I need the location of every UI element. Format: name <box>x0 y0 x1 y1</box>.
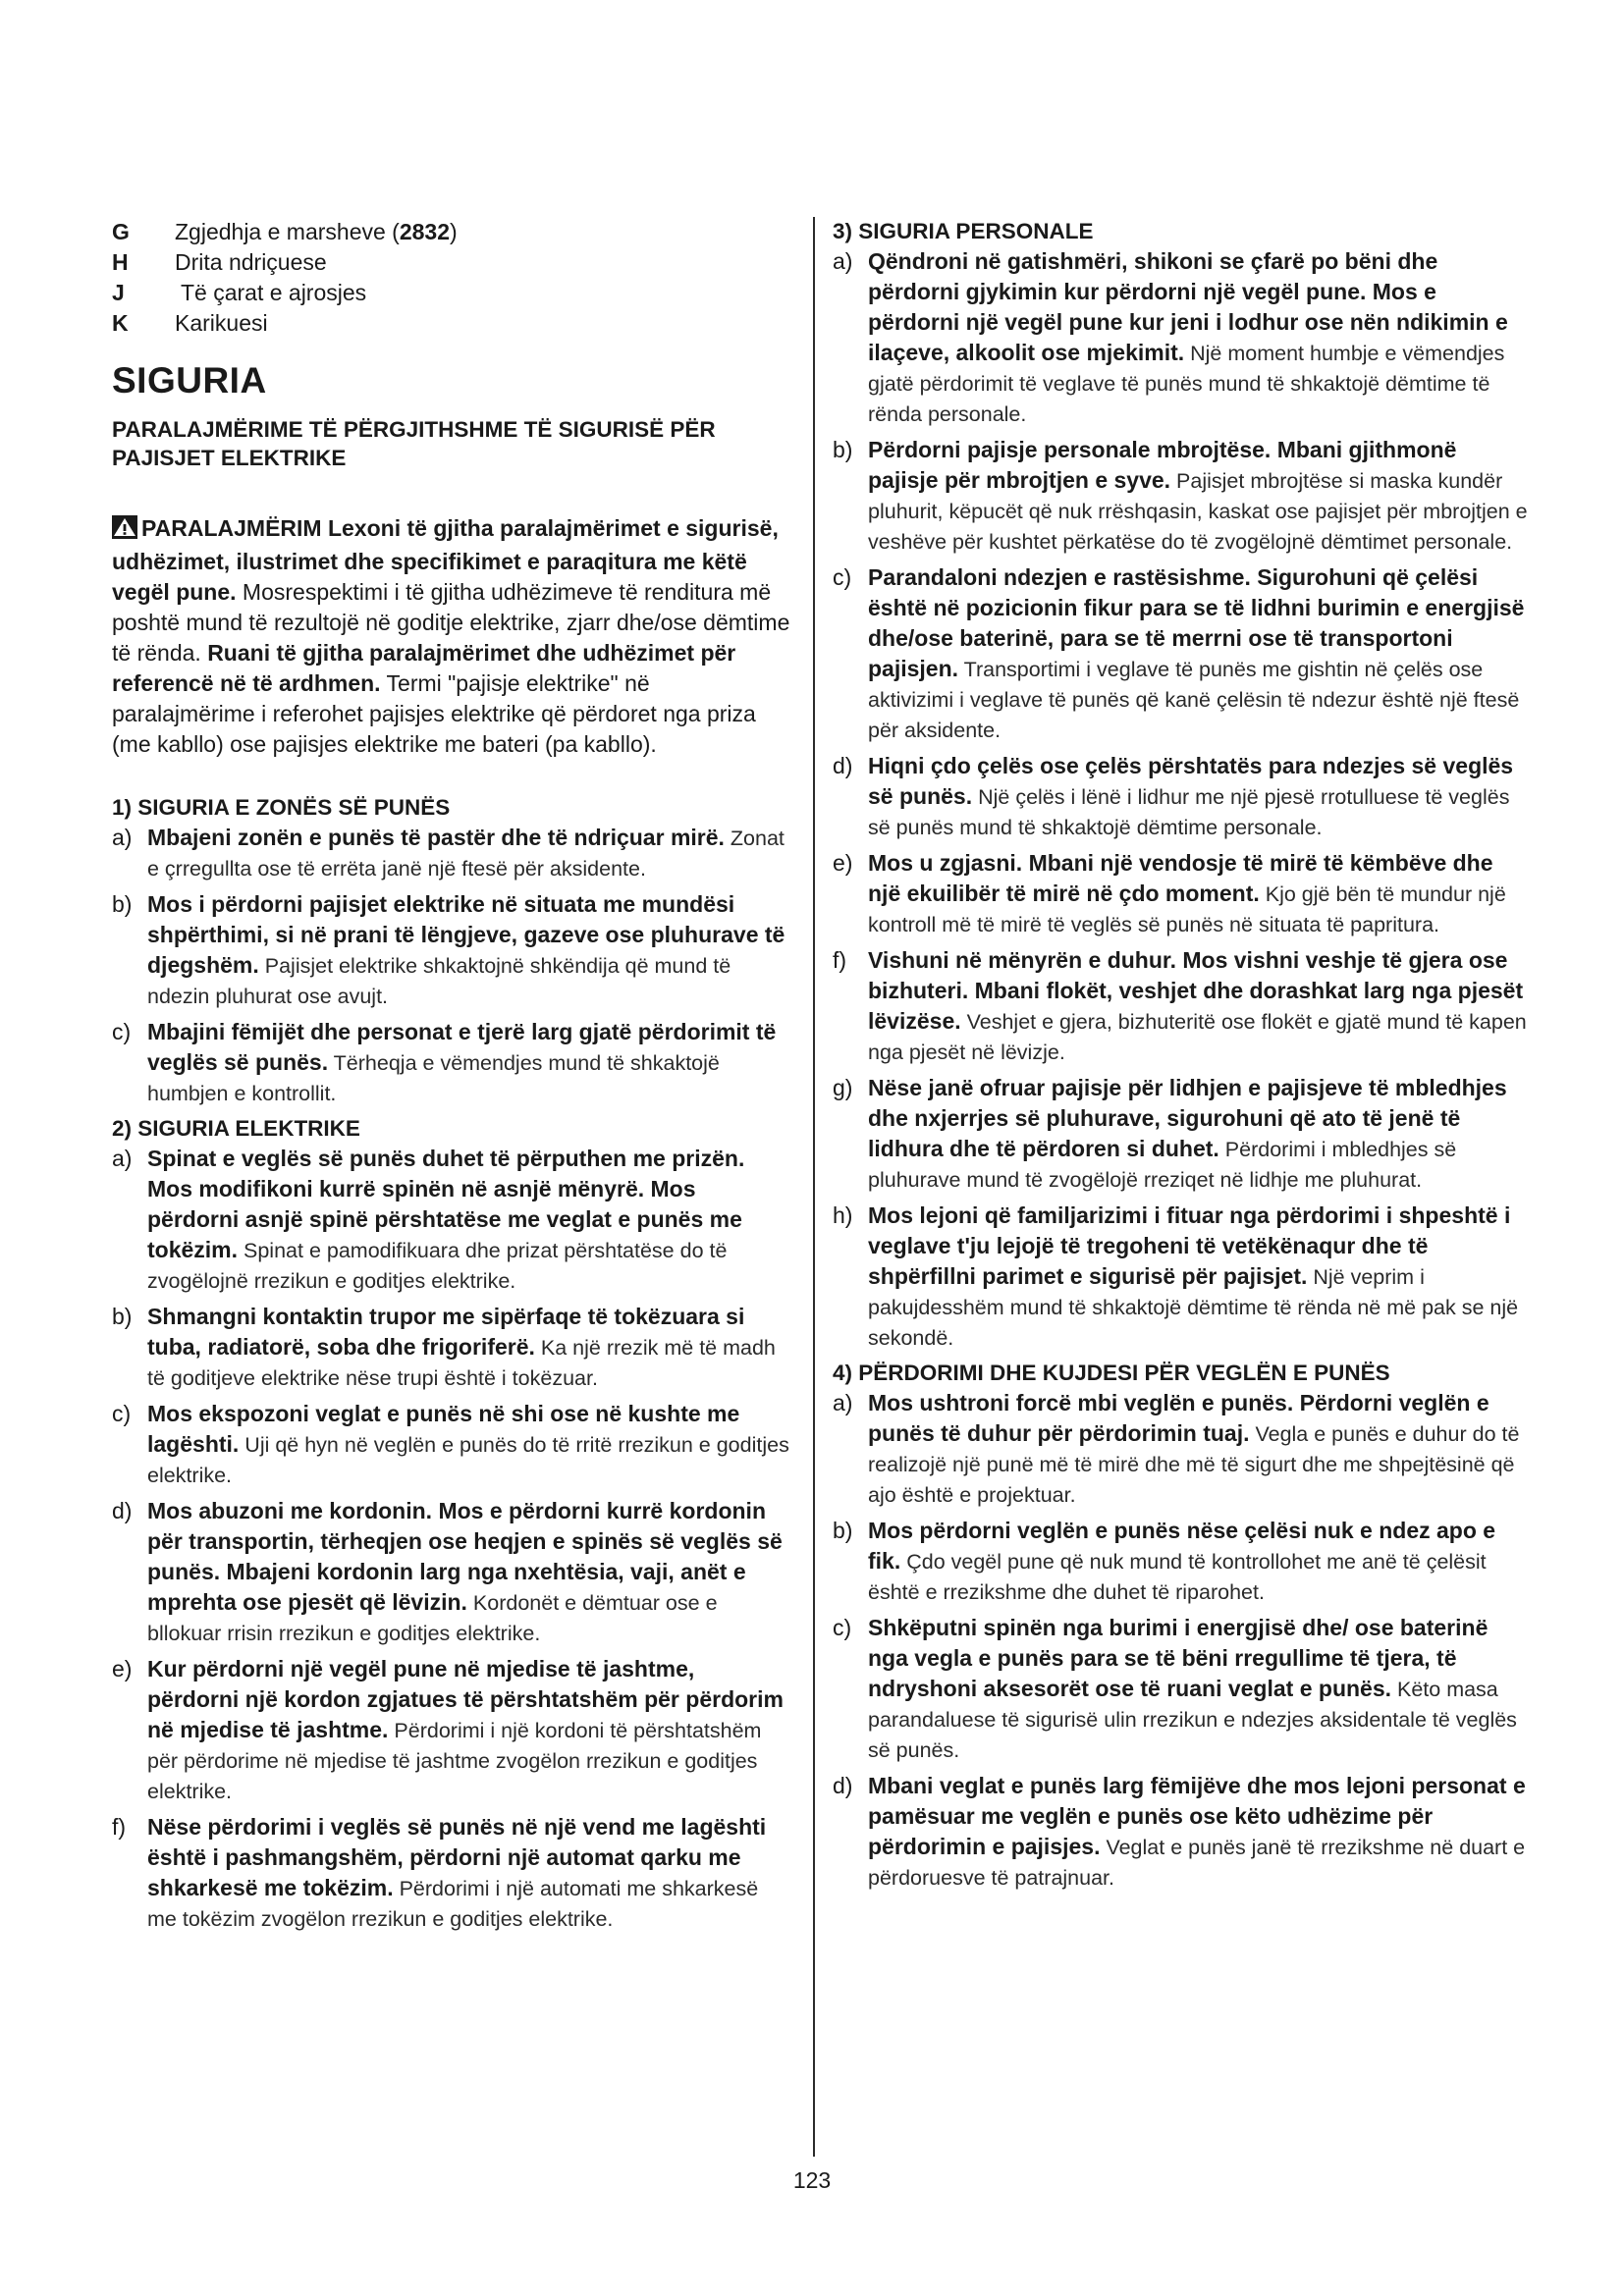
list-item: f) Nëse përdorimi i veglës së punës në një vend me lagështi është i pashmangshëm, përdorni një automat qarku me shkarkesë me tokëzim. Përdorimi i një automati me shkarkesë me tokëzim zvogëlon rrezikun e goditjes elektrike. <box>112 1814 767 1931</box>
legend-row <box>112 278 791 308</box>
legend-row <box>112 308 791 339</box>
list-item: e) Kur përdorni një vegël pune në mjedise të jashtme, përdorni një kordon zgjatues të përshtatshëm për përdorim në mjedise të jashtme. Përdorimi i një kordoni të përshtatshëm për përdorime në mjedise të jashtme zvogëlon rrezikun e goditjes elektrike. <box>112 1656 784 1803</box>
page-number: 123 <box>792 2167 832 2193</box>
left-column <box>112 217 791 1940</box>
section-title-tool-use: 4) PËRDORIMI DHE KUJDESI PËR VEGLËN E PUNËS <box>833 1361 1390 1385</box>
legend-value: Të çarat e ajrosjes <box>175 280 367 305</box>
list-item: a) Mbajeni zonën e punës të pastër dhe të ndriçuar mirë. Zonat e çrregullta ose të errëta janë një ftesë për aksidente. <box>112 825 785 881</box>
list-item: c) Mbajini fëmijët dhe personat e tjerë larg gjatë përdorimit të veglës së punës. Tërheqja e vëmendjes mund të shkaktojë humbjen e kontrollit. <box>112 1019 777 1105</box>
page-title: SIGURIA <box>112 360 267 400</box>
list-item: b) Shmangni kontaktin trupor me sipërfaqe të tokëzuara si tuba, radiatorë, soba dhe frigoriferë. Ka një rrezik më të madh të goditjeve elektrike nëse trupi është i tokëzuar. <box>112 1304 776 1390</box>
list-item: f) Vishuni në mënyrën e duhur. Mos vishni veshje të gjera ose bizhuteri. Mbani flokët, veshjet dhe dorashkat larg nga pjesët lëvizëse. Veshjet e gjera, bizhuteritë ose flokët e gjatë mund të kapen nga pjesët në lëvizje. <box>833 947 1527 1064</box>
list-item: c) Parandaloni ndezjen e rastësishme. Sigurohuni që çelësi është në pozicionin fikur para se të lidhni burimin e energjisë dhe/ose baterinë, para se të merrni ose të transportoni pajisjen. Transportimi i veglave të punës me gishtin në çelës ose aktivizimi i veglave të punës që kanë çelësin të ndezur është një ftesë për aksidente. <box>833 564 1525 742</box>
section-title-personal: 3) SIGURIA PERSONALE <box>833 219 1094 243</box>
legend-row <box>112 217 791 247</box>
right-column <box>833 217 1530 1898</box>
warning-text-2: Termi "pajisje elektrike" në paralajmërime i referohet pajisjes elektrike që përdoret nga priza (me kabllo) ose pajisjes elektrike me bateri (pa kabllo). <box>112 670 756 757</box>
legend-key: H <box>112 249 129 275</box>
legend-value: Zgjedhja e marsheve (2832) <box>175 219 458 244</box>
list-item: a) Qëndroni në gatishmëri, shikoni se çfarë po bëni dhe përdorni gjykimin kur përdorni një vegël pune. Mos e përdorni një vegël pune kur jeni i lodhur ose nën ndikimin e ilaçeve, alkoolit ose mjekimit. Një moment humbje e vëmendjes gjatë përdorimit të veglave të punës mund të shkaktojë dëmtime të rënda personale. <box>833 248 1508 426</box>
general-warning <box>112 513 791 760</box>
legend-value: Drita ndriçuese <box>175 249 327 275</box>
section-title-work-area: 1) SIGURIA E ZONËS SË PUNËS <box>112 795 451 820</box>
section-title-electrical: 2) SIGURIA ELEKTRIKE <box>112 1116 360 1141</box>
section-subheading: PARALAJMËRIME TË PËRGJITHSHME TË SIGURISË PËR PAJISJET ELEKTRIKE <box>112 417 716 470</box>
list-item: a) Spinat e veglës së punës duhet të përputhen me prizën. Mos modifikoni kurrë spinën në asnjë mënyrë. Mos përdorni asnjë spinë përshtatëse me veglat e punës me tokëzim. Spinat e pamodifikuara dhe prizat përshtatëse do të zvogëlojnë rrezikun e goditjes elektrike. <box>112 1146 745 1293</box>
legend-key: G <box>112 219 130 244</box>
warning-triangle-icon <box>112 515 137 547</box>
warning-bold-1: Lexoni të gjitha paralajmërimet e sigurisë, udhëzimet, ilustrimet dhe specifikimet e paraqitura me këtë vegël pune. <box>112 515 779 605</box>
column-divider <box>813 217 815 2157</box>
legend-key: K <box>112 310 129 336</box>
legend-value: Karikuesi <box>175 310 268 336</box>
legend-key: J <box>112 280 125 305</box>
list-item: d) Hiqni çdo çelës ose çelës përshtatës para ndezjes së veglës së punës. Një çelës i lënë i lidhur me një pjesë rrotulluese të veglës së punës mund të shkaktojë dëmtime personale. <box>833 753 1514 839</box>
list-item: g) Nëse janë ofruar pajisje për lidhjen e pajisjeve të mbledhjes dhe nxjerrjes së pluhurave, sigurohuni që ato të jenë të lidhura dhe të përdoren si duhet. Përdorimi i mbledhjes së pluhurave mund të zvogëlojë rreziqet në lidhje me pluhurat. <box>833 1075 1507 1192</box>
list-item: b) Përdorni pajisje personale mbrojtëse. Mbani gjithmonë pajisje për mbrojtjen e syve. Pajisjet mbrojtëse si maska kundër pluhurit, këpucët që nuk rrëshqasin, kaskat ose pajisjet për mbrojtjen e veshëve për kushtet përkatëse do të zvogëlojnë dëmtimet personale. <box>833 437 1528 554</box>
list-item: c) Mos ekspozoni veglat e punës në shi ose në kushte me lagështi. Uji që hyn në veglën e punës do të rritë rrezikun e goditjes elektrike. <box>112 1401 789 1487</box>
list-item: b) Mos përdorni veglën e punës nëse çelësi nuk e ndez apo e fik. Çdo vegël pune që nuk mund të kontrollohet me anë të çelësit është e rrezikshme dhe duhet të riparohet. <box>833 1518 1496 1604</box>
list-item: b) Mos i përdorni pajisjet elektrike në situata me mundësi shpërthimi, si në prani të lëngjeve, gazeve ose pluhurave të djegshëm. Pajisjet elektrike shkaktojnë shkëndija që mund të ndezin pluhurat ose avujt. <box>112 891 785 1008</box>
list-item: h) Mos lejoni që familjarizimi i fituar nga përdorimi i shpeshtë i veglave t'ju lejojë të tregoheni të vetëkënaqur dhe të shpërfillni parimet e sigurisë për pajisjet. Një veprim i pakujdesshëm mund të shkaktojë dëmtime të rënda në më pak se një sekondë. <box>833 1202 1519 1350</box>
parts-legend <box>112 217 791 339</box>
list-item: d) Mbani veglat e punës larg fëmijëve dhe mos lejoni personat e pamësuar me veglën e punës ose këto udhëzime për përdorimin e pajisjes. Veglat e punës janë të rrezikshme në duart e përdoruesve të patrajnuar. <box>833 1773 1526 1890</box>
list-item: e) Mos u zgjasni. Mbani një vendosje të mirë të këmbëve dhe një ekuilibër të mirë në çdo moment. Kjo gjë bën të mundur një kontroll më të mirë të veglës së punës në situata të papritura. <box>833 850 1506 936</box>
warning-text-1: Mosrespektimi i të gjitha udhëzimeve të renditura më poshtë mund të rezultojë në goditje elektrike, zjarr dhe/ose dëmtime të rënda. <box>112 579 790 666</box>
legend-row <box>112 247 791 278</box>
list-item: a) Mos ushtroni forcë mbi veglën e punës. Përdorni veglën e punës të duhur për përdorimin tuaj. Vegla e punës e duhur do të realizojë një punë më të mirë dhe më të sigurt dhe me shpejtësinë që ajo është e projektuar. <box>833 1390 1520 1507</box>
warning-bold-2: Ruani të gjitha paralajmërimet dhe udhëzimet për referencë në të ardhmen. <box>112 640 736 696</box>
list-item: c) Shkëputni spinën nga burimi i energjisë dhe/ ose baterinë nga vegla e punës para se të bëni rregullime të tjera, të ndryshoni aksesorët ose të ruani veglat e punës. Këto masa parandaluese të sigurisë ulin rrezikun e ndezjes aksidentale të veglës së punës. <box>833 1615 1517 1762</box>
warning-label: PARALAJMËRIM <box>141 515 322 541</box>
list-item: d) Mos abuzoni me kordonin. Mos e përdorni kurrë kordonin për transportin, tërheqjen ose heqjen e spinës së veglës së punës. Mbajeni kordonin larg nga nxehtësia, vaji, anët e mprehta ose pjesët që lëvizin. Kordonët e dëmtuar ose e bllokuar rrisin rrezikun e goditjes elektrike. <box>112 1498 783 1645</box>
